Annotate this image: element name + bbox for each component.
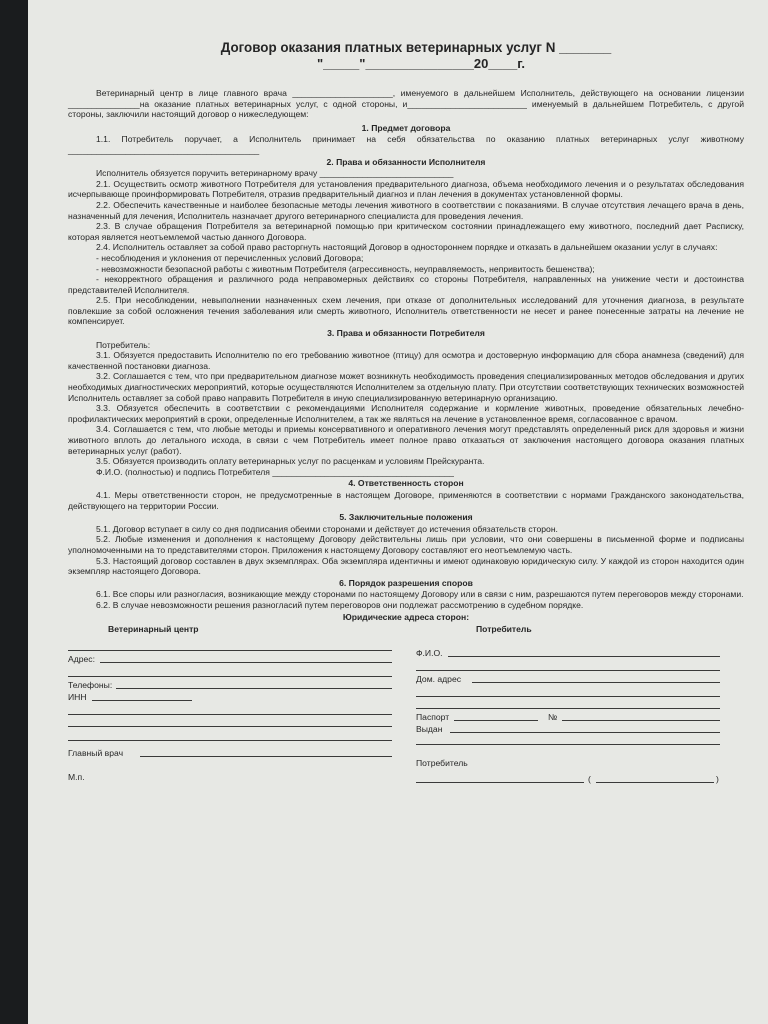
- chief-signature-line: [140, 746, 392, 757]
- signature-paren-close: ): [716, 774, 719, 785]
- clause-6-1: 6.1. Все споры или разногласия, возникающие между сторонами по настоящему Договору или в связи с ним, разрешаются путем переговоров между сторонами.: [96, 589, 744, 600]
- vet-center-column: [68, 624, 408, 814]
- clause-3-2: 3.2. Соглашается с тем, что при предварительном диагнозе может возникнуть необходимость проведения специализированных методов обследования и других необходимых диагностических мероприятий, которые осуществляются Исполнителем за отдельную плату. При отсутствии соответствующих технических возможностей Исполнитель оставляет за собой право направить Потребителя в иную специализированную ветеринарную организацию.: [68, 371, 744, 403]
- address-line: [100, 652, 392, 663]
- signature-block: [68, 624, 744, 814]
- clause-6-2: 6.2. В случае невозможности решения разногласий путем переговоров они подлежат рассмотрению в судебном порядке.: [96, 599, 584, 610]
- chief-label: Главный врач: [68, 748, 124, 759]
- preamble: Ветеринарный центр в лице главного врача _____________________, именуемого в дальнейшем Исполнитель, действующего на основании лицензии _______________на оказание платных ветеринарных услуг, с одной стороны, и_________________________ именуемый в дальнейшем Потребитель, с другой стороны, заключили настоящий договор о нижеследующем:: [68, 88, 744, 120]
- requisites-line-2: [68, 716, 392, 727]
- clause-5-1: 5.1. Договор вступает в силу со дня подписания обеими сторонами и действует до истечения обязательств сторон.: [96, 523, 558, 534]
- consumer-signature-line: Ф.И.О. (полностью) и подпись Потребителя ______________________________________: [96, 466, 454, 477]
- section-heading-6: 6. Порядок разрешения споров: [339, 577, 473, 588]
- section-heading-4: 4. Ответственность сторон: [348, 478, 464, 489]
- clause-3-4: 3.4. Соглашается с тем, что любые методы и приемы консервативного и оперативного лечения могут представлять определенный риск для здоровья и жизни животного вплоть до летального исхода, в связи с чем Потребитель имеет полное право отказаться от заключения настоящего договора оказания платных ветеринарных услуг (работ).: [68, 424, 744, 456]
- date-line: "_____"_______________20____г.: [316, 56, 526, 71]
- clause-3-5: 3.5. Обязуется производить оплату ветеринарных услуг по расценкам и условиям Прейскуранта.: [96, 456, 485, 467]
- clause-5-3: 5.3. Настоящий договор составлен в двух экземплярах. Оба экземпляра идентичны и имеют одинаковую юридическую силу. У каждой из сторон находится один экземпляр настоящего Договора.: [68, 555, 744, 577]
- contract-sheet: [28, 0, 768, 1024]
- clause-2-5: 2.5. При несоблюдении, невыполнении назначенных схем лечения, при отказе от дополнительных исследований для уточнения диагноза, в результате повлекшие за собой осложнения течения заболевания или смерть животного, Исполнитель ответственности не несет и ранее понесенные затраты на лечение не компенсирует.: [68, 295, 744, 327]
- section-heading-1: 1. Предмет договора: [361, 122, 451, 133]
- requisites-line-1: [68, 704, 392, 715]
- phones-label: Телефоны:: [68, 680, 113, 691]
- fio-line-2: [416, 660, 720, 671]
- consumer-title: Потребитель: [476, 624, 532, 635]
- addresses-heading: Юридические адреса сторон:: [342, 611, 470, 622]
- phones-line: [116, 678, 392, 689]
- home-address-line: [472, 672, 720, 683]
- consumer-column: [416, 624, 744, 814]
- clause-2-4-item-1: - несоблюдения и уклонения от перечисленных условий Договора;: [96, 252, 364, 263]
- section-heading-3: 3. Права и обязанности Потребителя: [327, 328, 485, 339]
- passport-series-line: [454, 710, 538, 721]
- signature-paren-open: (: [588, 774, 591, 785]
- clause-2-2: 2.2. Обеспечить качественные и наиболее безопасные методы лечения животного в соответствии с показаниями. В случае отсутствия лечащего врача в день, назначенный для лечения, Исполнитель назначает другого ветеринарного специалиста для проведения лечения.: [68, 199, 744, 221]
- address-line-2: [68, 666, 392, 677]
- consumer-name-field: [596, 772, 714, 783]
- clause-3-1: 3.1. Обязуется предоставить Исполнителю по его требованию животное (птицу) для осмотра и достоверную информацию для сбора анамнеза (сведений) для качественной постановки диагноза.: [68, 350, 744, 371]
- vet-center-title: Ветеринарный центр: [108, 624, 199, 635]
- section-heading-2: 2. Права и обязанности Исполнителя: [326, 156, 486, 167]
- clause-1-1: 1.1. Потребитель поручает, а Исполнитель принимает на себя обязательства по оказанию платных ветеринарных услуг животному ________________________________________: [68, 134, 744, 155]
- clause-2-3: 2.3. В случае обращения Потребителя за ветеринарной помощью при критическом состоянии принадлежащего ему животного, последний дает Расписку, которая является неотъемлемой частью данного Договора.: [68, 221, 744, 242]
- clause-2-4-item-3: - некорректного обращения и различного рода неправомерных действиях со стороны Потребителя, направленных на унижение чести и достоинства представителей Исполнителя.: [68, 274, 744, 295]
- home-address-line-2: [416, 686, 720, 697]
- clause-4-1: 4.1. Меры ответственности сторон, не предусмотренные в настоящем Договоре, применяются в соответствии с нормами Гражданского законодательства, действующего на территории России.: [68, 489, 744, 511]
- clause-3-intro: Потребитель:: [96, 339, 151, 350]
- home-address-line-3: [416, 698, 720, 709]
- inn-label: ИНН: [68, 692, 87, 703]
- inn-line: [92, 690, 192, 701]
- home-address-label: Дом. адрес: [416, 674, 462, 685]
- document-title: Договор оказания платных ветеринарных услуг N _______: [220, 40, 612, 55]
- clause-2-1: 2.1. Осуществить осмотр животного Потребителя для установления предварительного диагноза, объема необходимого лечения и о результатах обследования исчерпывающе проинформировать Потребителя, отразив предварительный диагноз и план лечения в документах установленной формы.: [68, 178, 744, 200]
- stamp-label: М.п.: [68, 772, 85, 783]
- issued-label: Выдан: [416, 724, 443, 735]
- passport-label: Паспорт: [416, 712, 450, 723]
- issued-line-2: [416, 734, 720, 745]
- clause-2-4-item-2: - невозможности безопасной работы с животным Потребителя (агрессивность, неуправляемость, непривитость бешенства);: [96, 263, 595, 274]
- requisites-line-3: [68, 730, 392, 741]
- passport-number-line: [562, 710, 720, 721]
- section-heading-5: 5. Заключительные положения: [339, 512, 473, 523]
- passport-number-label: №: [548, 712, 558, 723]
- clause-2-intro: Исполнитель обязуется поручить ветеринарному врачу ____________________________: [96, 168, 454, 179]
- address-label: Адрес:: [68, 654, 95, 665]
- fio-line: [448, 646, 720, 657]
- clause-3-3: 3.3. Обязуется обеспечить в соответствии с рекомендациями Исполнителя содержание и кормление животных, проведение обязательных лечебно-профилактических мероприятий в сроки, определенные Исполнителем, а так же являться на лечение в установленное время, согласованное с врачом.: [68, 403, 744, 424]
- consumer-sign-label: Потребитель: [416, 758, 468, 769]
- fio-label: Ф.И.О.: [416, 648, 443, 659]
- issued-line: [450, 722, 720, 733]
- vet-center-blank-line: [68, 640, 392, 651]
- clause-2-4: 2.4. Исполнитель оставляет за собой право расторгнуть настоящий Договор в одностороннем порядке и отказать в дальнейшем оказании услуг в случаях:: [96, 242, 718, 253]
- contract-document: [68, 40, 744, 814]
- consumer-signature-field: [416, 772, 584, 783]
- clause-5-2: 5.2. Любые изменения и дополнения к настоящему Договору действительны лишь при условии, что они совершены в письменной форме и подписаны уполномоченными на то представителями сторон. Приложения к настоящему Договору составляют его неотъемлемую часть.: [68, 534, 744, 555]
